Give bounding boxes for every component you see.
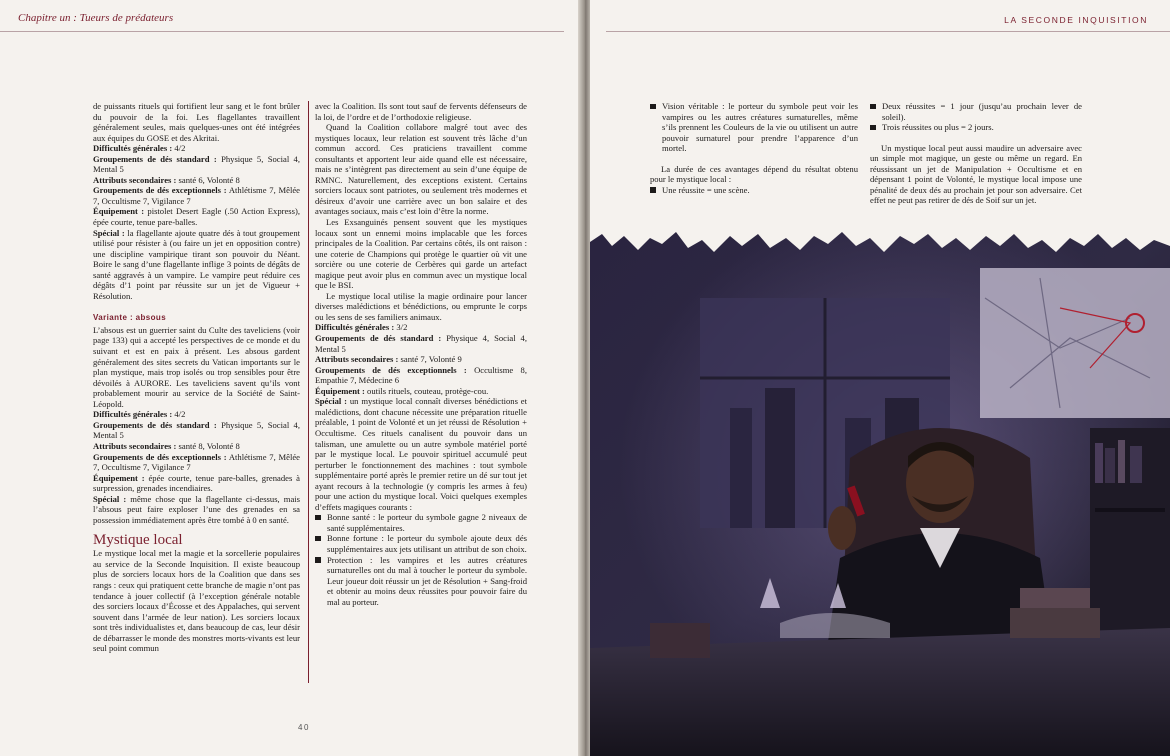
flagellante-intro: de puissants rituels qui fortifient leur sang et le font brûler du pouvoir de la foi. Les flagellantes travaillent généralement seules, mais quelques-unes ont été intégrées aux équipes du GOSE et des Akritai. — [93, 101, 300, 143]
left-column-2 — [315, 101, 527, 607]
right-page — [590, 0, 1170, 756]
stat-line: Groupements de dés standard : Physique 5, Social 4, Mental 5 — [93, 153, 300, 175]
header-rule — [0, 31, 564, 32]
running-head: Chapitre un : Tueurs de prédateurs — [18, 12, 174, 24]
paragraph: avec la Coalition. Ils sont tout sauf de fervents défenseurs de la loi, de l’ordre et de l’orthodoxie religieuse. — [315, 101, 527, 122]
header-rule — [606, 31, 1170, 32]
section-heading: Mystique local — [93, 532, 183, 549]
duration-list — [650, 185, 858, 196]
paragraph: Le mystique local utilise la magie ordinaire pour lancer diverses malédictions et bénédictions, ou emprunte le corps ou les sens de ses familiers animaux. — [315, 290, 527, 322]
stat-line: Attributs secondaires : santé 6, Volonté 8 — [93, 174, 240, 185]
list-item: Une réussite = une scène. — [650, 185, 858, 196]
stat-line: Groupements de dés standard : Physique 5, Social 4, Mental 5 — [93, 419, 300, 441]
page-number: 40 — [298, 723, 310, 732]
left-page — [0, 0, 580, 756]
paragraph: La durée de ces avantages dépend du résultat obtenu pour le mystique local : — [650, 163, 858, 185]
stat-line: Groupements de dés standard : Physique 4, Social 4, Mental 5 — [315, 333, 527, 354]
section-text: Le mystique local met la magie et la sorcellerie populaires au service de la Seconde Inquisition. Il existe beaucoup plus de sorciers locaux hors de la Coalition que dans ses rangs : ceux qui pratiquent cette branche de magie n’ont pas tendance à jouer collectif (à l’exception générale notable des sorciers locaux d’Écosse et des Appalaches, qui servent souvent dans l’armée de leur nation). Les sorciers locaux sont très individualistes et, dans beaucoup de cas, leur désir de débarrasser le monde des monstres morts-vivants est leur seul point commun — [93, 548, 300, 654]
column-divider — [308, 101, 309, 683]
stat-line: Équipement : outils rituels, couteau, protège-cou. — [315, 385, 489, 396]
right-column-1 — [650, 101, 858, 195]
stat-line: Difficultés générales : 3/2 — [315, 322, 408, 333]
stat-line: Groupements de dés exceptionnels : Athlétisme 7, Mêlée 7, Occultisme 7, Vigilance 7 — [93, 451, 300, 473]
list-item: Deux réussites = 1 jour (jusqu’au prochain lever de soleil). — [870, 101, 1082, 122]
effects-list — [315, 512, 527, 607]
paragraph: Un mystique local peut aussi maudire un adversaire avec un simple mot magique, un geste ou même un regard. En réussissant un jet de Manipulation + Occultisme et en dépensant 1 point de Volonté, le mystique local impose une pénalité de deux dés au prochain jet pour son adversaire. Cet effet ne peut pas retirer de dés de Soif sur un jet. — [870, 142, 1082, 206]
duration-list — [870, 101, 1082, 133]
stat-line: Groupements de dés exceptionnels : Athlétisme 7, Mêlée 7, Occultisme 7, Vigilance 7 — [93, 185, 300, 206]
stat-line: Attributs secondaires : santé 7, Volonté 9 — [315, 354, 462, 365]
variant-text: L’absous est un guerrier saint du Culte des taveliciens (voir page 133) qui a accepté les perspectives de ce monde et du suivant et est en paix à présent. Les absous gardent généralement des sites secrets du Vatican importants sur le plan mystique, mais trop isolés ou trop sensibles pour être dévoilés à AURORE. Les taveliciens savent qu’ils vont probablement mourir au service de la Société de Saint-Léopold. — [93, 324, 300, 409]
absous-stats — [93, 409, 300, 525]
left-column-1 — [93, 101, 300, 654]
stat-line: Difficultés générales : 4/2 — [93, 143, 186, 154]
flagellante-stats — [93, 143, 300, 301]
paragraph: Les Exsanguinés pensent souvent que les mystiques locaux sont un ennemi moins implacable que les forces principales de la Coalition. Par certains côtés, ils ont raison : une coterie de Champions qui protège le quartier où vit une sorcière ou une coterie de Cerbères qui garde un artefact magique peut avoir plus en commun avec un mystique local que le BSI. — [315, 217, 527, 291]
mystic-illustration — [590, 228, 1170, 756]
stat-line: Spécial : un mystique local connaît diverses bénédictions et malédictions, dont chacune nécessite une préparation rituelle préalable, 1 point de Volonté et un jet réussi de Résolution + Occultisme. Ces rituels canalisent du pouvoir dans un talisman, une amulette ou un autre symbole matériel porté par le mystique local. Le pouvoir spirituel accumulé peut perturber le fonctionnement des machines : tout symbole supplémentaire porté après le premier retire un dé sur tout jet ayant recours à la technologie (y compris les armes à feu) pour une action du mystique local. Voici quelques exemples d’effets magiques courants : — [315, 396, 527, 512]
paragraph: Quand la Coalition collabore malgré tout avec des mystiques locaux, leur relation est souvent très lâche d’un commun accord. Ces praticiens travaillent comme consultants et apportent leur aide quand elle est nécessaire, mais ne s’intègrent pas directement au sein d’une équipe de RMNC. Naturellement, des exceptions existent. Certains sorciers locaux sont patriotes, ou seulement très modernes et désireux d’avoir une carrière avec un bon salaire et des avantages sociaux, mais c’est loin d’être la norme. — [315, 122, 527, 217]
stat-line: Attributs secondaires : santé 8, Volonté 8 — [93, 440, 240, 451]
variant-heading: Variante : absous — [93, 313, 167, 323]
stat-line: Spécial : la flagellante ajoute quatre dés à tout groupement utilisé pour résister à (ou faire un jet en opposition contre) une discipline vampirique tirant son pouvoir du Néant. Boire le sang d’une flagellante inflige 3 points de dégâts de santé aggravés à un vampire. Le vampire peut réduire ces dégâts d’1 point par réussite sur un jet de Vigueur + Résolution. — [93, 227, 300, 301]
effects-list — [650, 101, 858, 154]
stat-line: Difficultés générales : 4/2 — [93, 409, 186, 420]
list-item: Trois réussites ou plus = 2 jours. — [870, 122, 1082, 133]
stat-line: Spécial : même chose que la flagellante ci-dessus, mais l’absous peut faire exploser l’une des grenades en sa possession immédiatement après être tombé à 0 en santé. — [93, 493, 300, 525]
list-item: Bonne santé : le porteur du symbole gagne 2 niveaux de santé supplémentaires. — [315, 512, 527, 533]
right-column-2 — [870, 101, 1082, 206]
mystique-stats — [315, 322, 527, 512]
list-item: Bonne fortune : le porteur du symbole ajoute deux dés supplémentaires aux jets utilisant un attribut de son choix. — [315, 533, 527, 554]
stat-line: Groupements de dés exceptionnels : Occultisme 8, Empathie 7, Médecine 6 — [315, 364, 527, 386]
list-item: Protection : les vampires et les autres créatures surnaturelles ont du mal à toucher le porteur du symbole. Leur joueur doit réussir un jet de Résolution + Sang-froid et obtenir au moins deux réussites pour pouvoir faire du mal au porteur. — [315, 555, 527, 608]
list-item: Vision véritable : le porteur du symbole peut voir les vampires ou les autres créatures surnaturelles, même s’ils prennent les Couleurs de la vie ou utilisent un autre pouvoir surnaturel pour prendre l’apparence d’un mortel. — [650, 101, 858, 154]
running-head: LA SECONDE INQUISITION — [1004, 15, 1148, 25]
wall-map — [980, 268, 1170, 418]
stat-line: Équipement : pistolet Desert Eagle (.50 Action Express), épée courte, tenue pare-balles. — [93, 206, 301, 228]
stat-line: Équipement : épée courte, tenue pare-balles, grenades à surpression, grenades incendiaires. — [93, 472, 300, 494]
